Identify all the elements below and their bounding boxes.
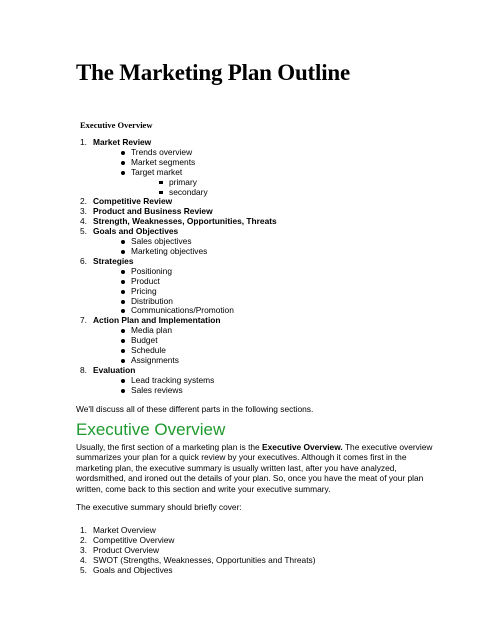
outline-item — [76, 366, 456, 396]
outline-subitem-label: Product — [131, 275, 160, 286]
paragraph-text-after: The executive overview summarizes your plan for a quick review by your executives. Although it comes first in the marketing plan, the executive summary is usually written last, after you have analyzed, wordsmithed, and ironed out the details of your plan. So, once you have the meat of your plan written, come back to this section and write your executive summary. — [76, 442, 433, 494]
outline-item-number: 7. — [80, 315, 87, 326]
outline-subtitle: Executive Overview — [80, 120, 153, 130]
outline-subitem — [93, 168, 456, 198]
outline-sublist — [93, 237, 456, 257]
outline-subitem-label: Sales reviews — [131, 384, 183, 395]
outline-item-label: Competitive Review — [93, 196, 173, 207]
outline-subsubitem: secondary — [131, 188, 456, 198]
outline-subsublist — [131, 178, 456, 198]
outline-item — [76, 257, 456, 316]
outline-item-label: Market Review — [93, 137, 152, 147]
outline-subitem-label: Market segments — [131, 156, 196, 167]
outline-subitem-label: Assignments — [131, 354, 179, 365]
outline-subitem-label: Positioning — [131, 265, 172, 276]
outline-subitem-label: Lead tracking systems — [131, 374, 215, 385]
outline-subitem-label: Sales objectives — [131, 236, 192, 247]
cover-item-number: 3. — [80, 544, 87, 555]
outline-item-label: Goals and Objectives — [93, 226, 179, 237]
outline-item-label: Strategies — [93, 255, 134, 266]
outline-subsubitem: primary — [131, 178, 456, 188]
outline-subitem-label: Trends overview — [131, 146, 193, 157]
outline-sublist — [93, 148, 456, 198]
outline-item-label: Action Plan and Implementation — [93, 315, 221, 326]
outline-item-number: 3. — [80, 206, 87, 217]
paragraph-text-before: Usually, the first section of a marketing plan is the — [76, 442, 263, 452]
outline-item — [76, 138, 456, 197]
outline-subitem-label: Pricing — [131, 285, 157, 296]
outline-item-label: Product and Business Review — [93, 206, 213, 217]
cover-lead-text: The executive summary should briefly cover: — [76, 502, 242, 512]
outline-subitem-label: Target market — [131, 166, 183, 177]
cover-list-item — [76, 566, 456, 576]
outline-item — [76, 316, 456, 366]
outline-list — [76, 138, 456, 396]
outline-subitem-label: Marketing objectives — [131, 245, 208, 256]
outline-item-number: 6. — [80, 255, 87, 266]
cover-item-label: Competitive Overview — [93, 534, 175, 545]
outline-item-number: 4. — [80, 216, 87, 227]
cover-list — [76, 526, 456, 576]
outline-sublist — [93, 376, 456, 396]
outline-sublist — [93, 326, 456, 366]
section-paragraph — [76, 442, 438, 494]
paragraph-bold-term: Executive Overview. — [262, 442, 343, 452]
cover-item-label: SWOT (Strengths, Weaknesses, Opportunities and Threats) — [93, 554, 316, 565]
cover-item-label: Market Overview — [93, 525, 156, 535]
cover-item-number: 1. — [80, 525, 87, 535]
outline-item-number: 2. — [80, 196, 87, 207]
outline-subitem-label: Budget — [131, 335, 158, 346]
cover-item-number: 4. — [80, 554, 87, 565]
outline-subitem-label: Communications/Promotion — [131, 305, 234, 316]
outline-item-label: Strength, Weaknesses, Opportunities, Threats — [93, 216, 277, 227]
cover-item-number: 5. — [80, 564, 87, 575]
section-heading: Executive Overview — [76, 420, 226, 439]
outline-subitem-label: Schedule — [131, 345, 166, 356]
outline-subitem — [93, 386, 456, 396]
cover-item-label: Product Overview — [93, 544, 160, 555]
intro-text: We'll discuss all of these different parts in the following sections. — [76, 404, 314, 414]
outline-item-label: Evaluation — [93, 364, 136, 375]
page-title: The Marketing Plan Outline — [76, 60, 351, 85]
outline-subitem-label: Media plan — [131, 325, 172, 336]
outline-item — [76, 227, 456, 257]
outline-item-number: 5. — [80, 226, 87, 237]
outline-item-number: 8. — [80, 364, 87, 375]
cover-item-number: 2. — [80, 534, 87, 545]
outline-subitem — [93, 356, 456, 366]
outline-subitem-label: Distribution — [131, 295, 173, 306]
outline-item-number: 1. — [80, 137, 87, 147]
outline-subitem — [93, 247, 456, 257]
outline-sublist — [93, 267, 456, 317]
cover-item-label: Goals and Objectives — [93, 564, 173, 575]
